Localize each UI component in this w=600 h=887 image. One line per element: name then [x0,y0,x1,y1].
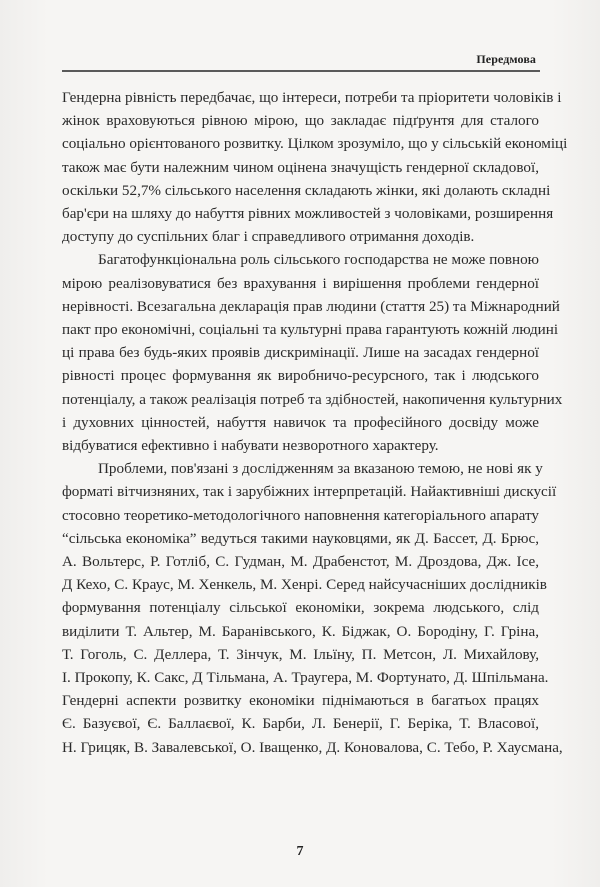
text-line: виділити Т. Альтер, М. Баранівського, К. Біджак, О. Бородіну, Г. Гріна, [62,622,539,640]
text-line: Багатофункціональна роль сільського господарства не може повною [98,251,539,269]
body-text [62,86,568,759]
text-line: доступу до суспільних благ і справедливого отримання доходів. [62,228,475,246]
text-line: і духовних цінностей, набуття навичок та професійного досвіду може [62,413,539,431]
page-number: 7 [296,844,304,859]
text-line: відбуватися ефективно і набувати незворотного характеру. [62,437,439,455]
text-line: нерівності. Всезагальна декларація прав людини (стаття 25) та Міжнародний [62,297,560,315]
running-header-title: Передмова [476,52,536,66]
text-line: Д Кехо, С. Краус, М. Хенкель, М. Хенрі. Серед найсучасніших дослідників [62,576,547,594]
text-line: Проблеми, пов'язані з дослідженням за вказаною темою, не нові як у [98,460,543,478]
paragraph-3 [62,457,563,759]
text-line: бар'єри на шляху до набуття рівних можливостей з чоловіками, розширення [62,205,554,223]
text-line: рівності процес формування як виробничо-ресурсного, так і людського [62,367,539,385]
text-line: соціально орієнтованого розвитку. Цілком зрозуміло, що у сільській економіці [62,135,568,153]
paragraph-2 [62,248,563,457]
text-line: жінок враховуються рівною мірою, що закладає підґрунтя для сталого [62,112,539,130]
text-line: Є. Базуєвої, Є. Баллаєвої, К. Барби, Л. Бенерії, Г. Беріка, Т. Власової, [62,715,539,733]
text-line: ці права без будь-яких проявів дискримінації. Лише на засадах гендерної [62,344,539,362]
text-line: Гендерна рівність передбачає, що інтереси, потреби та пріоритети чоловіків і [62,89,562,106]
paragraph-1 [62,86,568,248]
text-line: А. Вольтерс, Р. Готліб, С. Гудман, М. Драбенстот, М. Дроздова, Дж. Ісе, [62,553,539,571]
text-line: також має бути належним чином оцінена значущість гендерної складової, [62,158,539,176]
text-line: потенціалу, а також реалізація потреб та здібностей, накопичення культурних [62,390,563,408]
text-line: І. Прокопу, К. Сакс, Д Тільмана, А. Траугера, М. Фортунато, Д. Шпільмана. [62,669,549,687]
text-line: оскільки 52,7% сільського населення складають жінки, які долають складні [62,181,551,199]
text-line: Н. Грицяк, В. Завалевської, О. Іващенко, Д. Коновалова, С. Тебо, Р. Хаусмана, [62,738,563,756]
text-line: стосовно теоретико-методологічного наповнення категоріального апарату [62,506,539,524]
text-line: форматі вітчизняних, так і зарубіжних інтерпретацій. Найактивніші дискусії [62,483,557,501]
text-line: Гендерні аспекти розвитку економіки піднімаються в багатьох працях [62,692,539,710]
header-rule [62,70,540,72]
text-line: мірою реалізовуватися без врахування і вирішення проблеми гендерної [62,274,539,292]
text-line: “сільська економіка” ведуться такими науковцями, як Д. Бассет, Д. Брюс, [62,529,539,547]
text-line: Т. Гоголь, С. Деллера, Т. Зінчук, М. Ільїну, П. Метсон, Л. Михайлову, [62,645,539,663]
text-line: пакт про економічні, соціальні та культурні права гарантують кожній людині [62,321,559,339]
text-line: формування потенціалу сільської економіки, зокрема людського, слід [62,599,539,617]
